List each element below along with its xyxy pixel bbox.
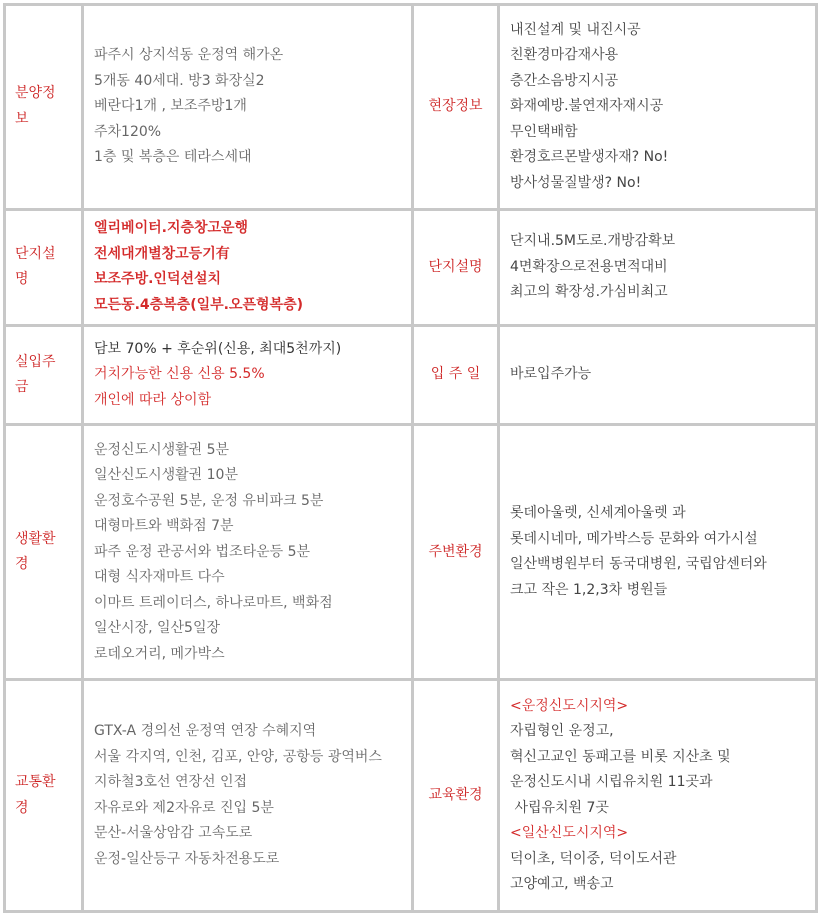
complex-desc-2-line: 최고의 확장성.가심비최고	[510, 284, 668, 301]
education-line: 자립형인 운정고,	[510, 723, 614, 740]
education-content	[500, 681, 815, 910]
surroundings-line: 일산백병원부터 동국대병원, 국립암센터와	[510, 556, 767, 573]
label-living-env: 생활환경	[6, 426, 81, 678]
label-sale-info: 분양정보	[6, 6, 81, 208]
education-heading: <일산신도시지역>	[510, 825, 629, 842]
living-env-line: 로데오거리, 메가박스	[94, 645, 225, 662]
site-info-line: 무인택배함	[510, 123, 578, 140]
site-info-line: 화재예방.불연재자재시공	[510, 98, 664, 115]
surroundings-line: 롯데아울렛, 신세계아울렛 과	[510, 505, 686, 522]
sale-info-line: 1층 및 복층은 테라스세대	[94, 149, 252, 166]
living-env-line: 이마트 트레이더스, 하나로마트, 백화점	[94, 594, 333, 611]
move-in-cost-content	[84, 327, 411, 423]
transport-line: 문산-서울상암감 고속도로	[94, 825, 253, 842]
education-line: 사립유치원 7곳	[510, 799, 609, 816]
sale-info-line: 베란다1개 , 보조주방1개	[94, 98, 247, 115]
site-info-content	[500, 6, 815, 208]
complex-desc-line: 모든동.4층복층(일부.오픈형복층)	[94, 296, 303, 313]
label-complex-desc-2: 단지설명	[414, 211, 497, 324]
education-line: 고양예고, 백송고	[510, 876, 614, 893]
property-info-table	[3, 3, 818, 913]
living-env-line: 일산신도시생활권 10분	[94, 467, 238, 484]
sale-info-line: 주차120%	[94, 123, 162, 140]
complex-desc-line: 전세대개별창고등기有	[94, 245, 230, 262]
site-info-line: 내진설계 및 내진시공	[510, 21, 641, 38]
row-transport	[6, 681, 815, 910]
site-info-line: 친환경마감재사용	[510, 47, 619, 64]
sale-info-line: 5개동 40세대. 방3 화장실2	[94, 72, 265, 89]
label-transport: 교통환경	[6, 681, 81, 910]
complex-desc-content	[84, 211, 411, 324]
complex-desc-2-content	[500, 211, 815, 324]
site-info-line: 방사성물질발생? No!	[510, 174, 642, 191]
move-in-cost-line: 담보 70% + 후순위(신용, 최대5천까지)	[94, 340, 342, 357]
living-env-line: 운정호수공원 5분, 운정 유비파크 5분	[94, 492, 324, 509]
transport-line: GTX-A 경의선 운정역 연장 수혜지역	[94, 723, 317, 740]
surroundings-line: 크고 작은 1,2,3차 병원들	[510, 581, 668, 598]
transport-line: 운정-일산등구 자동차전용도로	[94, 850, 280, 867]
education-heading: <운정신도시지역>	[510, 697, 629, 714]
label-site-info: 현장정보	[414, 6, 497, 208]
move-in-cost-line: 개인에 따라 상이함	[94, 391, 212, 408]
living-env-line: 파주 운정 관공서와 법조타운등 5분	[94, 543, 311, 560]
move-in-date-content	[500, 327, 815, 423]
living-env-line: 대형마트와 백화점 7분	[94, 518, 234, 535]
row-sale-info	[6, 6, 815, 208]
row-living-env	[6, 426, 815, 678]
label-surroundings: 주변환경	[414, 426, 497, 678]
label-complex-desc: 단지설명	[6, 211, 81, 324]
label-move-in-date: 입 주 일	[414, 327, 497, 423]
education-line: 운정신도시내 시립유치원 11곳과	[510, 774, 713, 791]
transport-content	[84, 681, 411, 910]
row-complex-desc	[6, 211, 815, 324]
living-env-content	[84, 426, 411, 678]
site-info-line: 층간소음방지시공	[510, 72, 619, 89]
transport-line: 지하철3호선 연장선 인접	[94, 774, 248, 791]
living-env-line: 일산시장, 일산5일장	[94, 620, 220, 637]
complex-desc-line: 보조주방.인덕션설치	[94, 271, 222, 288]
surroundings-content	[500, 426, 815, 678]
education-line: 혁신고교인 동패고를 비롯 지산초 및	[510, 748, 731, 765]
sale-info-content	[84, 6, 411, 208]
living-env-line: 대형 식자재마트 다수	[94, 569, 225, 586]
transport-line: 자유로와 제2자유로 진입 5분	[94, 799, 274, 816]
row-move-in-cost	[6, 327, 815, 423]
site-info-line: 환경호르몬발생자재? No!	[510, 149, 669, 166]
label-move-in-cost: 실입주금	[6, 327, 81, 423]
complex-desc-2-line: 4면확장으로전용면적대비	[510, 258, 668, 275]
living-env-line: 운정신도시생활권 5분	[94, 441, 230, 458]
transport-line: 서울 각지역, 인천, 김포, 안양, 공항등 광역버스	[94, 748, 382, 765]
move-in-cost-line: 거치가능한 신용 신용 5.5%	[94, 366, 265, 383]
complex-desc-line: 엘리베이터.지층창고운행	[94, 220, 249, 237]
surroundings-line: 롯데시네마, 메가박스등 문화와 여가시설	[510, 530, 758, 547]
complex-desc-2-line: 단지내.5M도로.개방감확보	[510, 233, 676, 250]
education-line: 덕이초, 덕이중, 덕이도서관	[510, 850, 677, 867]
move-in-date-line: 바로입주가능	[510, 366, 592, 383]
sale-info-line: 파주시 상지석동 운정역 해가온	[94, 47, 284, 64]
label-education: 교육환경	[414, 681, 497, 910]
